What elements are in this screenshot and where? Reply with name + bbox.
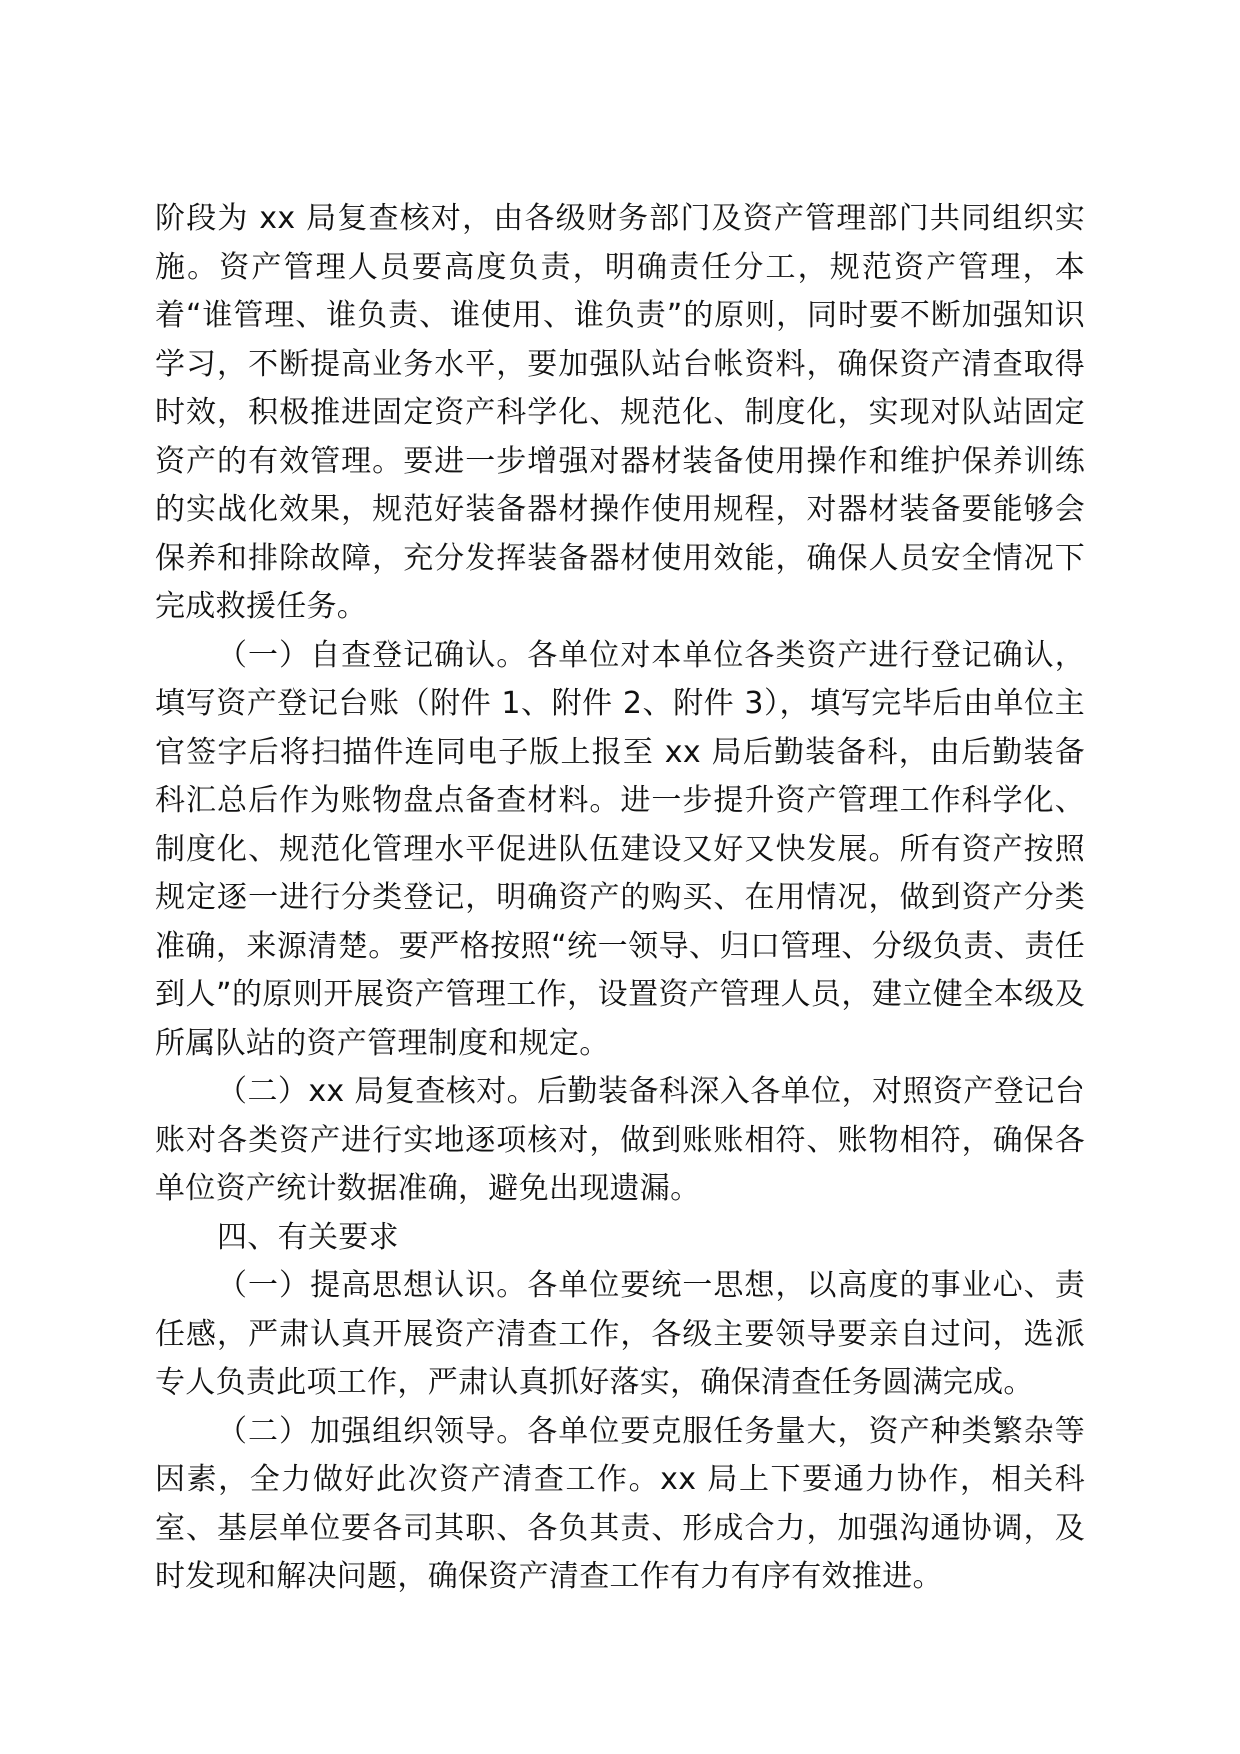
paragraph-asset-review-stage: 阶段为 xx 局复查核对，由各级财务部门及资产管理部门共同组织实施。资产管理人员要高度负责，明确责任分工，规范资产管理，本着“谁管理、谁负责、谁使用、谁负责”的原则，同时要不断加强知识学习，不断提高业务水平，要加强队站台帐资料，确保资产清查取得时效，积极推进固定资产科学化、规范化、制度化，实现对队站固定资产的有效管理。要进一步增强对器材装备使用操作和维护保养训练的实战化效果，规范好装备器材操作使用规程，对器材装备要能够会保养和排除故障，充分发挥装备器材使用效能，确保人员安全情况下完成救援任务。 (155, 201, 1085, 624)
document-body (155, 195, 1085, 1602)
paragraph-strengthen-leadership: （二）加强组织领导。各单位要克服任务量大，资产种类繁杂等因素，全力做好此次资产清查工作。xx 局上下要通力协作，相关科室、基层单位要各司其职、各负其责、形成合力，加强沟通协调，及时发现和解决问题，确保资产清查工作有力有序有效推进。 (155, 1413, 1085, 1594)
paragraph-raise-awareness: （一）提高思想认识。各单位要统一思想，以高度的事业心、责任感，严肃认真开展资产清查工作，各级主要领导要亲自过问，选派专人负责此项工作，严肃认真抓好落实，确保清查任务圆满完成。 (155, 1268, 1085, 1400)
paragraph-self-check-registration: （一）自查登记确认。各单位对本单位各类资产进行登记确认，填写资产登记台账（附件 1、附件 2、附件 3），填写完毕后由单位主官签字后将扫描件连同电子版上报至 xx 局后勤装备科，由后勤装备科汇总后作为账物盘点备查材料。进一步提升资产管理工作科学化、制度化、规范化管理水平促进队伍建设又好又快发展。所有资产按照规定逐一进行分类登记，明确资产的购买、在用情况，做到资产分类准确，来源清楚。要严格按照“统一领导、归口管理、分级负责、责任到人”的原则开展资产管理工作，设置资产管理人员，建立健全本级及所属队站的资产管理制度和规定。 (155, 637, 1085, 1061)
section-heading-requirements: 四、有关要求 (217, 1219, 399, 1255)
paragraph-bureau-review: （二）xx 局复查核对。后勤装备科深入各单位，对照资产登记台账对各类资产进行实地逐项核对，做到账账相符、账物相符，确保各单位资产统计数据准确，避免出现遗漏。 (155, 1074, 1085, 1206)
